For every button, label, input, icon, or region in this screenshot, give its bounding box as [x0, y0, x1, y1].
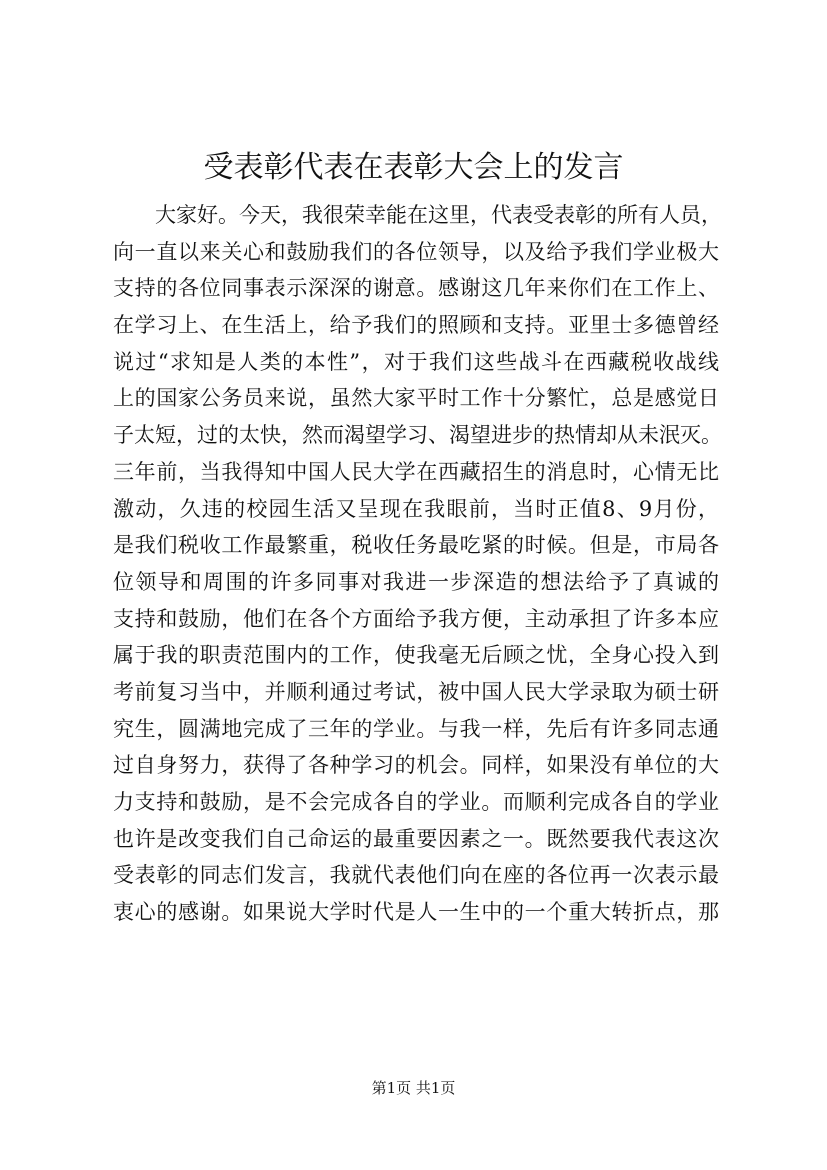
body-line: 支持的各位同事表示深深的谢意。感谢这几年来你们在工作上、	[113, 276, 719, 301]
body-line: 是我们税收工作最繁重，税收任务最吃紧的时候。但是，市局各	[113, 533, 719, 558]
body-line: 向一直以来关心和鼓励我们的各位领导，以及给予我们学业极大	[113, 239, 719, 264]
body-line: 也许是改变我们自己命运的最重要因素之一。既然要我代表这次	[113, 826, 719, 851]
body-line: 三年前，当我得知中国人民大学在西藏招生的消息时，心情无比	[113, 459, 719, 484]
body-line: 大家好。今天，我很荣幸能在这里，代表受表彰的所有人员，	[155, 203, 722, 227]
document-body	[113, 197, 722, 931]
body-line: 激动，久违的校园生活又呈现在我眼前，当时正值8、9月份，	[113, 496, 719, 521]
body-line: 究生，圆满地完成了三年的学业。与我一样，先后有许多同志通	[113, 716, 719, 741]
body-line: 位领导和周围的许多同事对我进一步深造的想法给予了真诚的	[113, 569, 719, 594]
body-line: 属于我的职责范围内的工作，使我毫无后顾之忧，全身心投入到	[113, 643, 719, 668]
page-number: 第1页 共1页	[371, 1079, 456, 1097]
body-line: 力支持和鼓励，是不会完成各自的学业。而顺利完成各自的学业	[113, 790, 719, 814]
body-line: 在学习上、在生活上，给予我们的照顾和支持。亚里士多德曾经	[113, 313, 719, 338]
document-title: 受表彰代表在表彰大会上的发言	[203, 150, 624, 185]
body-line: 过自身努力，获得了各种学习的机会。同样，如果没有单位的大	[113, 753, 719, 778]
body-line: 考前复习当中，并顺利通过考试，被中国人民大学录取为硕士研	[113, 679, 719, 704]
body-line: 子太短，过的太快，然而渴望学习、渴望进步的热情却从未泯灭。	[113, 423, 722, 448]
body-line: 上的国家公务员来说，虽然大家平时工作十分繁忙，总是感觉日	[113, 386, 719, 411]
body-line: 支持和鼓励，他们在各个方面给予我方便，主动承担了许多本应	[113, 606, 719, 631]
body-line: 衷心的感谢。如果说大学时代是人一生中的一个重大转折点，那	[113, 900, 719, 925]
body-line: 说过“求知是人类的本性”，对于我们这些战斗在西藏税收战线	[113, 349, 719, 374]
body-line: 受表彰的同志们发言，我就代表他们向在座的各位再一次表示最	[113, 863, 719, 888]
